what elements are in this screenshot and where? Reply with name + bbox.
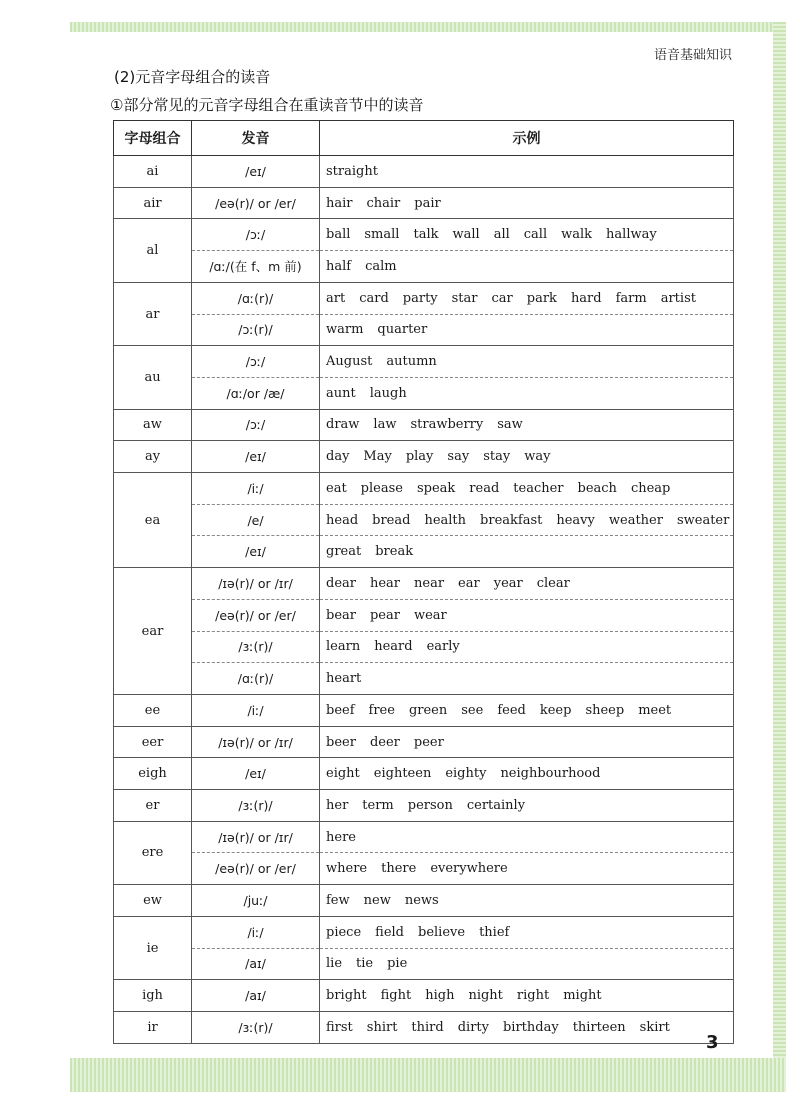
- letter-combination-cell: ie: [114, 916, 192, 979]
- examples-cell: [320, 980, 734, 1012]
- example-word: free: [368, 702, 395, 718]
- subsection-title: ①部分常见的元音字母组合在重读音节中的读音: [110, 96, 424, 114]
- example-word: health: [424, 512, 467, 528]
- examples-cell: [320, 885, 734, 917]
- example-word: August: [326, 354, 373, 370]
- table-row: [114, 599, 734, 631]
- example-word: see: [461, 702, 484, 718]
- example-word: beef: [326, 702, 355, 718]
- example-word: warm: [326, 322, 364, 338]
- example-word: autumn: [386, 354, 437, 370]
- table-header-row: [114, 121, 734, 156]
- table-row: [114, 853, 734, 885]
- table-row: [114, 219, 734, 251]
- example-word: eighty: [445, 766, 487, 782]
- example-word: third: [411, 1019, 444, 1035]
- example-word: artist: [660, 290, 696, 306]
- pronunciation-cell: /eɪ/: [192, 536, 320, 568]
- letter-combination-cell: ir: [114, 1011, 192, 1043]
- letter-combination-cell: al: [114, 219, 192, 282]
- letter-combination-cell: ew: [114, 885, 192, 917]
- table-row: [114, 187, 734, 219]
- pronunciation-cell: /ɜː(r)/: [192, 631, 320, 663]
- example-word: ball: [326, 227, 351, 243]
- pronunciation-cell: /ɔː/: [192, 219, 320, 251]
- example-word: bread: [372, 512, 411, 528]
- pronunciation-cell: /ɪə(r)/ or /ɪr/: [192, 821, 320, 853]
- example-word: call: [523, 227, 548, 243]
- example-word: heavy: [556, 512, 595, 528]
- example-word: thirteen: [572, 1019, 626, 1035]
- example-word: star: [451, 290, 478, 306]
- table-row: [114, 346, 734, 378]
- example-word: first: [326, 1019, 353, 1035]
- table-row: [114, 536, 734, 568]
- examples-cell: [320, 187, 734, 219]
- pronunciation-cell: /ɔː(r)/: [192, 314, 320, 346]
- example-word: head: [326, 512, 359, 528]
- examples-cell: [320, 219, 734, 251]
- example-word: news: [404, 893, 439, 909]
- example-word: card: [359, 290, 389, 306]
- example-word: learn: [326, 639, 361, 655]
- example-word: there: [381, 861, 417, 877]
- example-word: eighteen: [373, 766, 432, 782]
- example-word: wear: [413, 607, 447, 623]
- pronunciation-cell: /ɔː/: [192, 409, 320, 441]
- table-row: [114, 980, 734, 1012]
- examples-cell: [320, 504, 734, 536]
- example-word: farm: [615, 290, 647, 306]
- example-word: everywhere: [430, 861, 508, 877]
- bottom-decorative-band: [70, 1058, 786, 1092]
- pronunciation-cell: /juː/: [192, 885, 320, 917]
- letter-combination-cell: ere: [114, 821, 192, 884]
- letter-combination-cell: ee: [114, 694, 192, 726]
- examples-cell: [320, 790, 734, 822]
- pronunciation-cell: /aɪ/: [192, 980, 320, 1012]
- example-word: might: [563, 988, 602, 1004]
- page-header: 语音基础知识: [653, 48, 732, 63]
- example-word: read: [469, 480, 500, 496]
- table-row: [114, 790, 734, 822]
- examples-cell: [320, 282, 734, 314]
- examples-cell: [320, 568, 734, 600]
- example-word: draw: [326, 417, 360, 433]
- table-row: [114, 916, 734, 948]
- example-word: weather: [608, 512, 663, 528]
- example-word: deer: [369, 734, 400, 750]
- letter-combination-cell: eer: [114, 726, 192, 758]
- example-word: May: [363, 449, 392, 465]
- example-word: hard: [570, 290, 602, 306]
- table-row: [114, 726, 734, 758]
- example-word: pie: [387, 956, 408, 972]
- letter-combination-cell: igh: [114, 980, 192, 1012]
- example-word: day: [326, 449, 350, 465]
- pronunciation-cell: /ɪə(r)/ or /ɪr/: [192, 726, 320, 758]
- table-row: [114, 282, 734, 314]
- table-row: [114, 377, 734, 409]
- example-word: skirt: [639, 1019, 670, 1035]
- example-word: her: [326, 797, 349, 813]
- pronunciation-cell: /eɪ/: [192, 441, 320, 473]
- example-word: teacher: [513, 480, 564, 496]
- example-word: year: [493, 575, 523, 591]
- example-word: quarter: [377, 322, 428, 338]
- pronunciation-cell: /iː/: [192, 916, 320, 948]
- example-word: play: [405, 449, 434, 465]
- example-word: half: [326, 258, 352, 274]
- table-row: [114, 758, 734, 790]
- example-word: neighbourhood: [500, 766, 601, 782]
- examples-cell: [320, 441, 734, 473]
- table-body: [114, 156, 734, 1044]
- table-row: [114, 631, 734, 663]
- example-word: car: [491, 290, 513, 306]
- example-word: please: [360, 480, 403, 496]
- example-word: pair: [414, 195, 441, 211]
- pronunciation-cell: /eɪ/: [192, 758, 320, 790]
- example-word: hallway: [606, 227, 657, 243]
- examples-cell: [320, 473, 734, 505]
- example-word: all: [493, 227, 510, 243]
- vowel-combination-table: [113, 120, 734, 1044]
- example-word: shirt: [366, 1019, 398, 1035]
- table-row: [114, 409, 734, 441]
- example-word: clear: [536, 575, 570, 591]
- examples-cell: [320, 314, 734, 346]
- example-word: certainly: [466, 797, 526, 813]
- table-row: [114, 314, 734, 346]
- right-decorative-band: [773, 22, 786, 1092]
- example-word: great: [326, 544, 362, 560]
- example-word: ear: [458, 575, 480, 591]
- table-row: [114, 821, 734, 853]
- pronunciation-cell: /eɪ/: [192, 156, 320, 188]
- example-word: hair: [326, 195, 353, 211]
- examples-cell: [320, 758, 734, 790]
- examples-cell: [320, 821, 734, 853]
- example-word: feed: [497, 702, 526, 718]
- example-word: stay: [483, 449, 511, 465]
- example-word: lie: [326, 956, 343, 972]
- example-word: way: [524, 449, 551, 465]
- example-word: party: [402, 290, 438, 306]
- letter-combination-cell: au: [114, 346, 192, 409]
- example-word: meet: [638, 702, 672, 718]
- example-word: sheep: [585, 702, 625, 718]
- example-word: breakfast: [480, 512, 543, 528]
- examples-cell: [320, 251, 734, 283]
- examples-cell: [320, 536, 734, 568]
- pronunciation-cell: /ɔː/: [192, 346, 320, 378]
- table-row: [114, 1011, 734, 1043]
- example-word: night: [468, 988, 503, 1004]
- table-row: [114, 473, 734, 505]
- example-word: piece: [326, 924, 362, 940]
- examples-cell: [320, 631, 734, 663]
- example-word: term: [362, 797, 394, 813]
- example-word: pear: [369, 607, 400, 623]
- column-header-combo: 字母组合: [114, 121, 192, 156]
- letter-combination-cell: ai: [114, 156, 192, 188]
- example-word: tie: [356, 956, 374, 972]
- pronunciation-cell: /aɪ/: [192, 948, 320, 980]
- examples-cell: [320, 853, 734, 885]
- example-word: green: [408, 702, 448, 718]
- example-word: bear: [326, 607, 356, 623]
- example-word: walk: [561, 227, 593, 243]
- pronunciation-cell: /ɑː(r)/: [192, 282, 320, 314]
- example-word: park: [526, 290, 557, 306]
- pronunciation-cell: /ɑː/(在 f、m 前): [192, 251, 320, 283]
- column-header-examples: 示例: [320, 121, 734, 156]
- example-word: eight: [326, 766, 360, 782]
- example-word: here: [326, 829, 356, 845]
- pronunciation-cell: /ɜː(r)/: [192, 790, 320, 822]
- pronunciation-cell: /ɑː/or /æ/: [192, 377, 320, 409]
- example-word: right: [516, 988, 550, 1004]
- example-word: dirty: [457, 1019, 489, 1035]
- letter-combination-cell: ar: [114, 282, 192, 345]
- example-word: calm: [365, 258, 397, 274]
- examples-cell: [320, 377, 734, 409]
- example-word: keep: [539, 702, 572, 718]
- examples-cell: [320, 409, 734, 441]
- column-header-sound: 发音: [192, 121, 320, 156]
- table-row: [114, 504, 734, 536]
- examples-cell: [320, 726, 734, 758]
- example-word: break: [375, 544, 414, 560]
- table-row: [114, 663, 734, 695]
- example-word: small: [364, 227, 400, 243]
- example-word: law: [373, 417, 397, 433]
- example-word: thief: [479, 924, 510, 940]
- example-word: believe: [418, 924, 466, 940]
- example-word: person: [407, 797, 453, 813]
- pronunciation-cell: /eə(r)/ or /er/: [192, 187, 320, 219]
- pronunciation-cell: /iː/: [192, 694, 320, 726]
- example-word: saw: [497, 417, 523, 433]
- example-word: near: [414, 575, 445, 591]
- example-word: laugh: [369, 385, 407, 401]
- examples-cell: [320, 156, 734, 188]
- example-word: high: [425, 988, 455, 1004]
- example-word: beer: [326, 734, 356, 750]
- examples-cell: [320, 346, 734, 378]
- example-word: early: [426, 639, 460, 655]
- example-word: few: [326, 893, 350, 909]
- table-row: [114, 948, 734, 980]
- example-word: wall: [452, 227, 480, 243]
- example-word: aunt: [326, 385, 356, 401]
- example-word: sweater: [676, 512, 730, 528]
- example-word: cheap: [630, 480, 671, 496]
- table-row: [114, 694, 734, 726]
- example-word: birthday: [502, 1019, 559, 1035]
- example-word: say: [447, 449, 470, 465]
- example-word: heart: [326, 671, 362, 687]
- examples-cell: [320, 663, 734, 695]
- table-row: [114, 156, 734, 188]
- pronunciation-cell: /ɑː(r)/: [192, 663, 320, 695]
- letter-combination-cell: eigh: [114, 758, 192, 790]
- example-word: field: [375, 924, 404, 940]
- letter-combination-cell: er: [114, 790, 192, 822]
- section-title: (2)元音字母组合的读音: [114, 68, 271, 86]
- example-word: speak: [416, 480, 456, 496]
- examples-cell: [320, 599, 734, 631]
- example-word: peer: [413, 734, 444, 750]
- example-word: chair: [366, 195, 401, 211]
- examples-cell: [320, 1011, 734, 1043]
- examples-cell: [320, 694, 734, 726]
- example-word: new: [363, 893, 391, 909]
- examples-cell: [320, 916, 734, 948]
- letter-combination-cell: aw: [114, 409, 192, 441]
- examples-cell: [320, 948, 734, 980]
- table-row: [114, 441, 734, 473]
- pronunciation-cell: /eə(r)/ or /er/: [192, 853, 320, 885]
- letter-combination-cell: ay: [114, 441, 192, 473]
- top-decorative-band: [70, 22, 786, 32]
- pronunciation-cell: /ɜː(r)/: [192, 1011, 320, 1043]
- page-number: 3: [706, 1032, 719, 1053]
- letter-combination-cell: air: [114, 187, 192, 219]
- example-word: hear: [369, 575, 401, 591]
- example-word: bright: [326, 988, 367, 1004]
- pronunciation-cell: /eə(r)/ or /er/: [192, 599, 320, 631]
- example-word: eat: [326, 480, 347, 496]
- table-row: [114, 568, 734, 600]
- example-word: talk: [413, 227, 439, 243]
- example-word: beach: [577, 480, 617, 496]
- example-word: straight: [326, 163, 378, 179]
- pronunciation-cell: /iː/: [192, 473, 320, 505]
- example-word: fight: [380, 988, 412, 1004]
- pronunciation-cell: /ɪə(r)/ or /ɪr/: [192, 568, 320, 600]
- pronunciation-cell: /e/: [192, 504, 320, 536]
- letter-combination-cell: ea: [114, 473, 192, 568]
- example-word: where: [326, 861, 368, 877]
- example-word: heard: [374, 639, 413, 655]
- example-word: dear: [326, 575, 356, 591]
- table-row: [114, 251, 734, 283]
- example-word: strawberry: [410, 417, 484, 433]
- letter-combination-cell: ear: [114, 568, 192, 695]
- table-row: [114, 885, 734, 917]
- example-word: art: [326, 290, 346, 306]
